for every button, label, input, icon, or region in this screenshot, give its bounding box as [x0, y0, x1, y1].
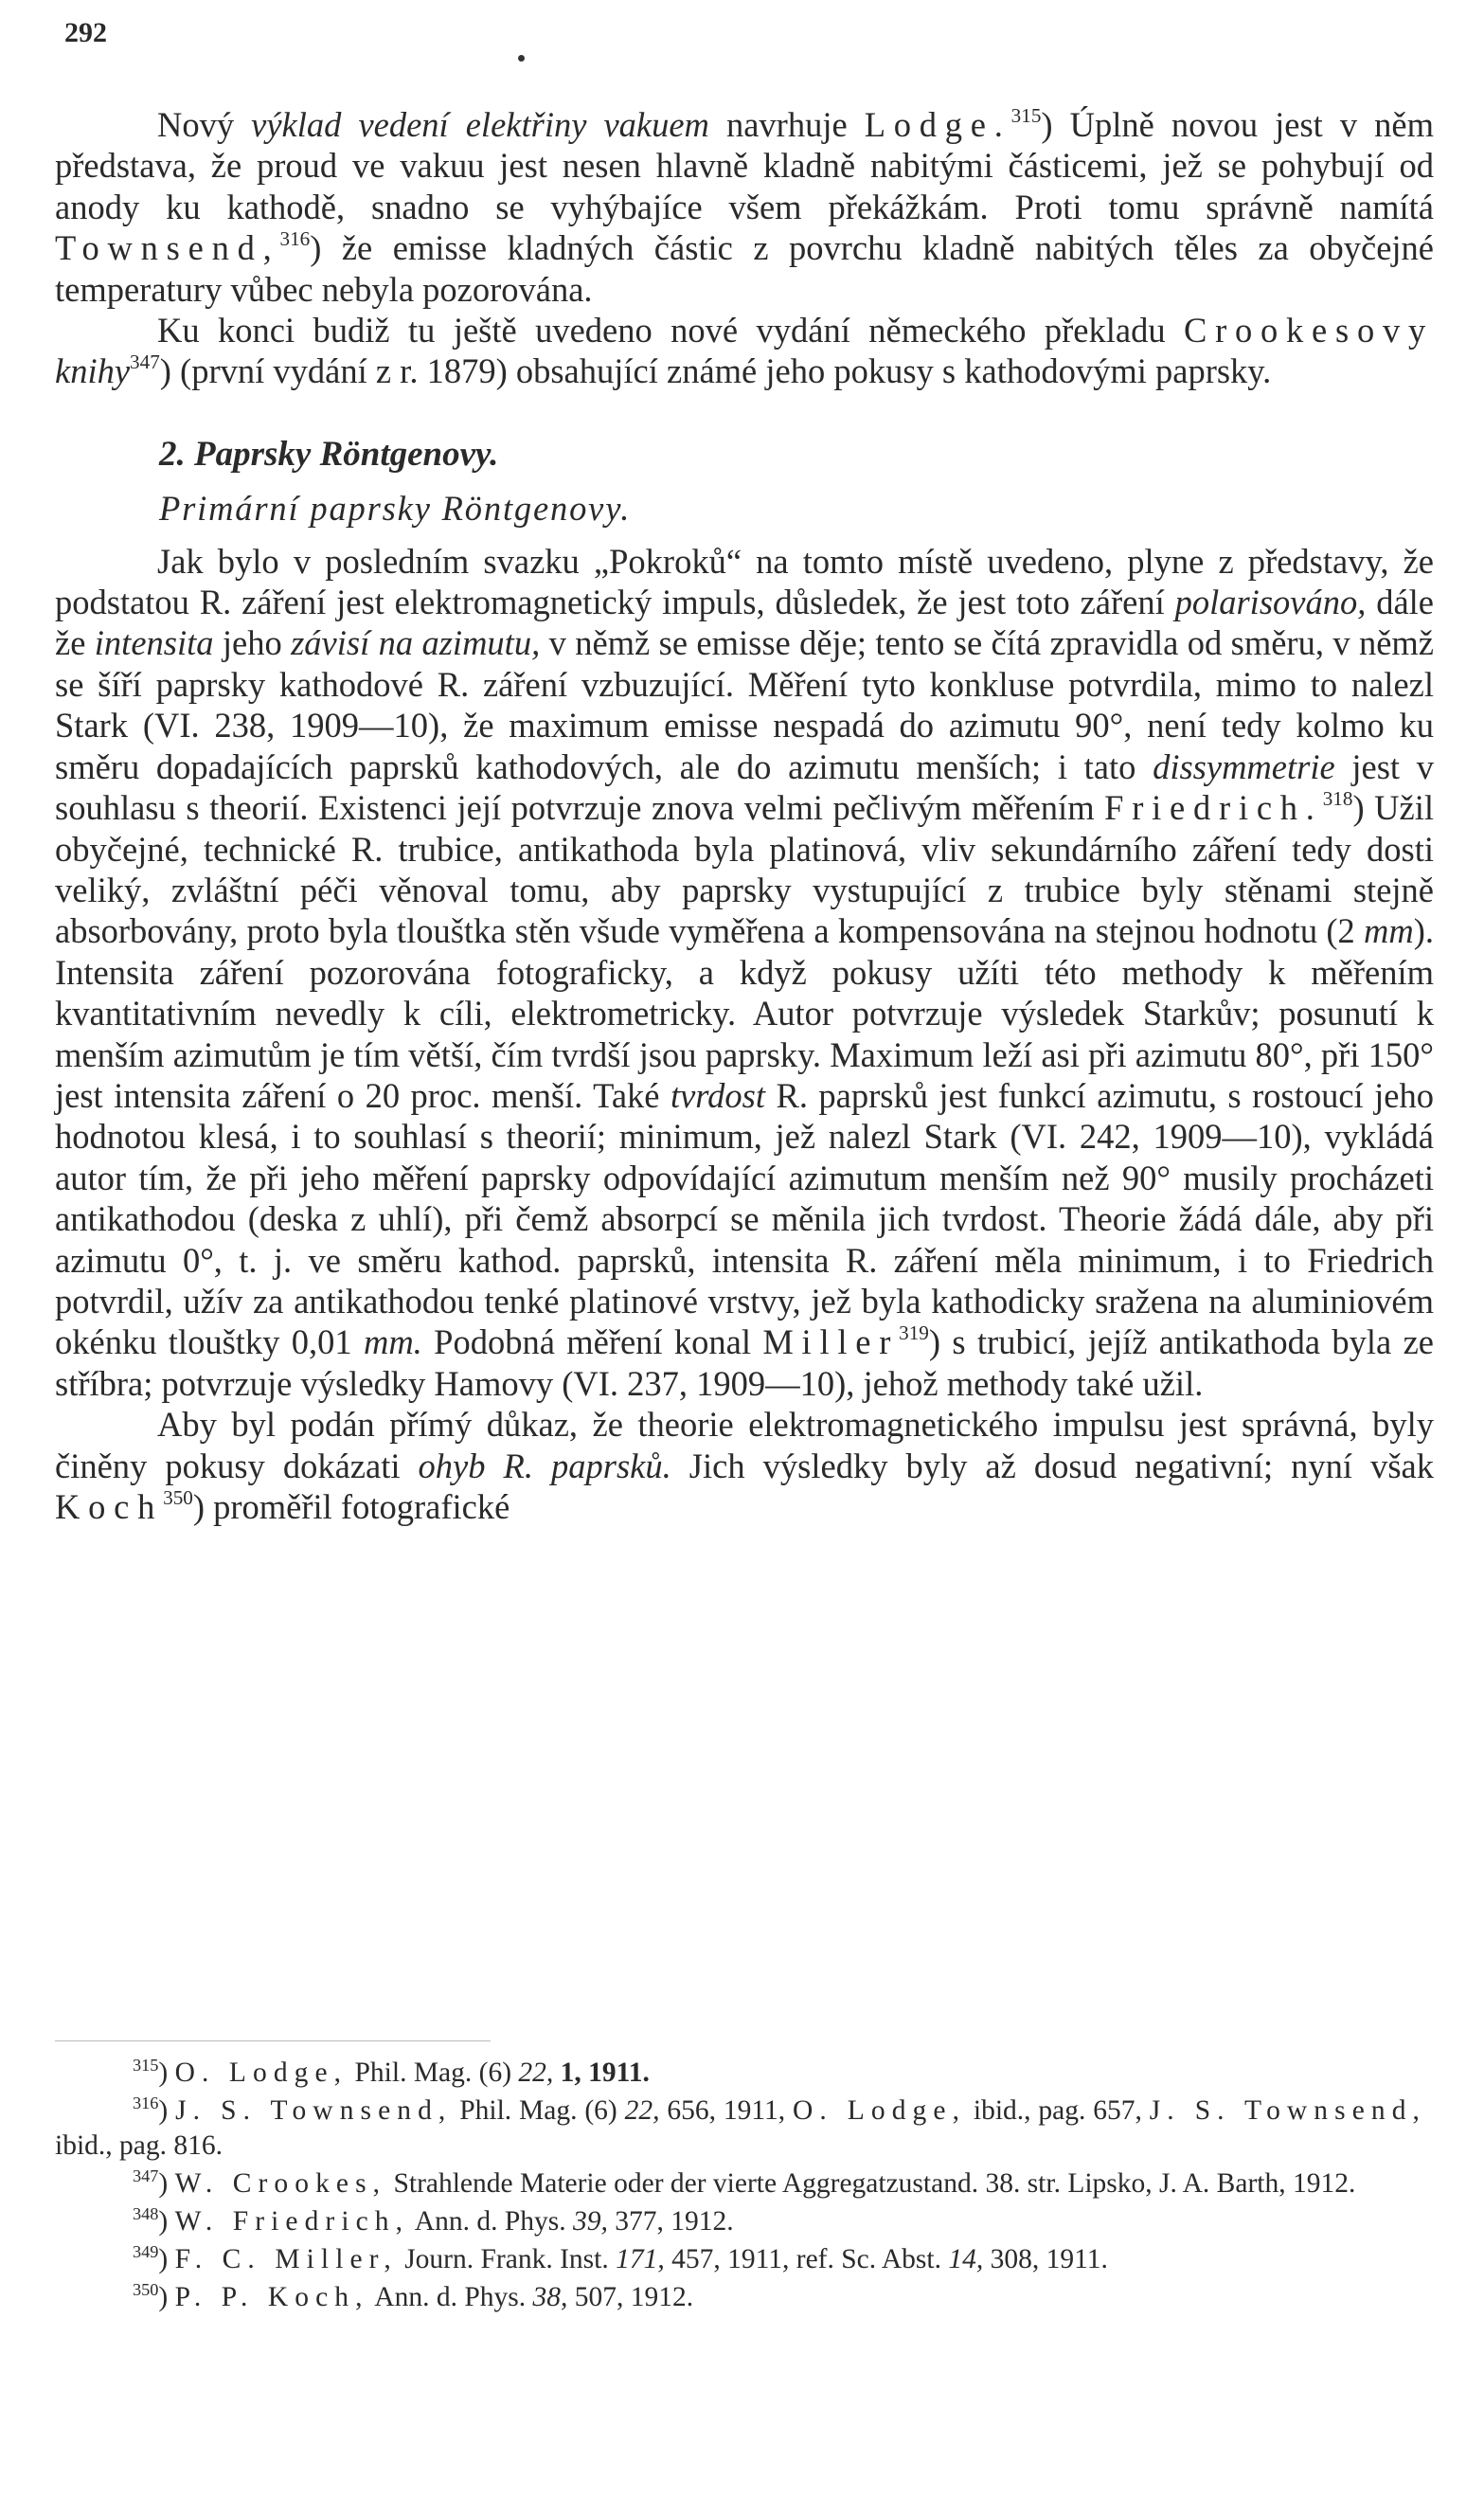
author-name: Lodge.: [864, 105, 1011, 144]
text-run: 1, 1911.: [553, 2058, 650, 2088]
text-run: navrhuje: [708, 105, 865, 144]
footnote-mark: 348: [133, 2204, 159, 2224]
paragraph-lodge: [55, 104, 1434, 310]
text-run: Phil. Mag. (6): [348, 2058, 519, 2088]
text-run: ) Úplně novou jest v něm představa, že proud ve vakuu jest nesen hlavně kladně nabitými částicemi, jež se pohybují od anody ku kathodě, snadno se vyhýbajíce všem překážkám. Proti tomu správně namítá: [55, 105, 1435, 226]
volume: 171,: [616, 2244, 665, 2274]
text-run: ): [158, 2168, 175, 2199]
text-run: Strahlende Materie oder der vierte Aggregatzustand. 38. str. Lipsko, J. A. Barth, 1912.: [386, 2168, 1356, 2199]
footnote-ref[interactable]: 347: [130, 350, 160, 374]
italic-run: polarisováno,: [1174, 583, 1367, 622]
section-number: 2.: [159, 434, 186, 474]
author-name: O. Lodge,: [793, 2095, 967, 2126]
text-run: v němž se emisse děje; tento se čítá zpravidla od směru, v němž se šíří paprsky kathodové R. záření vzbuzující. Měření tyto konkluse potvrdila, mimo to nalezl Stark (VI. 238, 1909—10), že maximum emisse nespadá do azimutu 90°, není tedy kolmo ku směru dopadajících paprsků kathodových, ale do azimutu menších; i tato: [55, 623, 1434, 786]
author-name: J. S. Townsend,: [175, 2095, 453, 2126]
text-run: Podobná měření konal: [421, 1322, 763, 1362]
text-run: 507, 1912.: [567, 2282, 694, 2312]
author-name: Friedrich.: [1104, 788, 1323, 828]
text-run: dále že: [55, 583, 1434, 663]
footnote-315: [55, 2056, 1426, 2091]
text-run: 656, 1911,: [659, 2095, 794, 2126]
text-run: jest v souhlasu s theorií. Existenci její potvrzuje znova velmi pečlivým měřením: [55, 746, 1435, 828]
footnote-349: [55, 2242, 1426, 2277]
text-run: ). Intensita záření pozorována fotograficky, a když pokusy užíti této methody k měřením kvantitativním nevedly k cíli, elektrometricky. Autor potvrzuje výsledek Starkův; posunutí k menším azimutům je tím větší, čím tvrdší jsou paprsky. Maximum leží asi při azimutu 80°, při 150° jest intensita záření o 20 proc. menší. Také: [55, 911, 1434, 1115]
italic-run: mm.: [363, 1322, 422, 1362]
footnote-347: [55, 2166, 1426, 2201]
footnote-ref[interactable]: 319: [899, 1321, 929, 1345]
volume: 38,: [532, 2282, 568, 2312]
author-name: W. Friedrich,: [174, 2206, 410, 2237]
italic-run: ohyb R. paprsků.: [418, 1446, 671, 1485]
volume: 22,: [518, 2058, 554, 2088]
text-run: ibid., pag. 657,: [966, 2095, 1150, 2126]
author-name: P. P. Koch,: [174, 2282, 369, 2312]
paragraph-crookes: [55, 310, 1434, 392]
footnote-mark: 350: [133, 2280, 159, 2300]
author-name: F. C. Miller,: [174, 2244, 398, 2274]
page-number: 292: [64, 17, 107, 48]
text-run: ) že emisse kladných částic z povrchu kladně nabitých těles za obyčejné temperatury vůbec nebyla pozorována.: [55, 228, 1434, 309]
footnote-divider: [55, 2040, 491, 2041]
footnote-mark: 316: [133, 2094, 159, 2113]
ink-dot: [518, 55, 525, 62]
text-run: Jich výsledky byly až dosud negativní; nyní však: [670, 1446, 1434, 1485]
text-run: R. paprsků jest funkcí azimutu, s rostoucí jeho hodnotou klesá, i to souhlasí s theorií; minimum, jež nalezl Stark (VI. 242, 1909—10), vykládá autor tím, že při jeho měření paprsky odpovídající azimutum menším než 90° musily procházeti antikathodou (deska z uhlí), při čemž absorpcí se měnila jich tvrdost. Theorie žádá dále, aby při azimutu 0°, t. j. ve směru kathod. paprsků, intensita R. záření měla minimum, i to Friedrich potvrdil, užív za antikathodou tenké platinové vrstvy, jež byla kathodicky sražena na aluminiovém okénku tlouštky 0,01: [55, 1075, 1434, 1362]
author-name: O. Lodge,: [174, 2058, 349, 2088]
footnote-ref[interactable]: 315: [1010, 103, 1042, 127]
text-run: 377, 1912.: [607, 2206, 734, 2237]
text-run: ) (první vydání z r. 1879) obsahující známé jeho pokusy s kathodovými paprsky.: [159, 351, 1272, 391]
footnote-ref[interactable]: 318: [1322, 786, 1353, 810]
footnote-ref[interactable]: 350: [163, 1485, 193, 1509]
footnotes: [55, 2056, 1426, 2318]
text-run: ) proměřil fotografické: [192, 1487, 510, 1526]
text-run: 308, 1911.: [983, 2244, 1108, 2274]
text-run: jeho: [213, 623, 292, 663]
italic-run: intensita: [94, 623, 214, 663]
author-name: Townsend,: [55, 228, 280, 268]
text-run: Ann. d. Phys.: [368, 2282, 533, 2312]
footnote-316: [55, 2094, 1426, 2164]
paragraph-primary-rays: [55, 541, 1434, 1405]
italic-run: závisí na azimutu,: [291, 623, 541, 663]
italic-run: knihy: [55, 351, 131, 391]
text-run: ): [158, 2244, 175, 2274]
footnote-mark: 347: [133, 2166, 159, 2186]
italic-run: tvrdost: [670, 1075, 766, 1115]
italic-run: dissymmetrie: [1153, 746, 1335, 786]
text-run: Ann. d. Phys.: [409, 2206, 574, 2237]
text-run: 457, 1911, ref. Sc. Abst.: [664, 2244, 949, 2274]
paragraph-diffraction: [55, 1404, 1434, 1527]
text-run: Journ. Frank. Inst.: [397, 2244, 617, 2274]
section-title: Paprsky Röntgenovy.: [194, 434, 499, 474]
text-run: Phil. Mag. (6): [452, 2095, 625, 2126]
volume: 22,: [624, 2095, 660, 2126]
author-name: Koch: [55, 1487, 164, 1526]
text-run: Nový: [157, 105, 252, 144]
author-name: Miller: [762, 1322, 900, 1362]
subheading: Primární paprsky Röntgenovy.: [159, 489, 632, 529]
text-run: ): [158, 2282, 175, 2312]
text-run: Ku konci budiž tu ještě uvedeno nové vydání německého překladu: [157, 311, 1184, 350]
text-run: ) s trubicí, jejíž antikathoda byla ze stříbra; potvrzuje výsledky Hamovy (VI. 237, 1909—10), jehož methody také užil.: [55, 1322, 1434, 1403]
text-run: Jak bylo v posledním svazku „Pokroků“ na tomto místě uvedeno, plyne z představy, že podstatou R. záření jest elektromagnetický impuls, důsledek, že jest toto záření: [55, 541, 1434, 622]
text-run: ): [158, 2058, 175, 2088]
author-name: Crookesovy: [1183, 311, 1434, 350]
footnote-mark: 315: [133, 2056, 159, 2076]
footnote-mark: 349: [133, 2242, 159, 2262]
footnote-350: [55, 2280, 1426, 2315]
text-run: ) Užil obyčejné, technické R. trubice, antikathoda byla platinová, vliv sekundárního záření tedy dosti veliký, zvláštní péči věnoval tomu, aby paprsky vystupující z trubice byly stěnami stejně absorbovány, proto byla tlouštka stěn všude vyměřena a kompensována na stejnou hodnotu (2: [55, 788, 1435, 951]
volume: 39,: [573, 2206, 608, 2237]
footnote-348: [55, 2204, 1426, 2239]
main-text: [55, 104, 1434, 1527]
section-heading: [55, 434, 1434, 475]
italic-run: výklad vedení elektřiny vakuem: [251, 105, 709, 144]
text-run: ibid., pag. 816.: [55, 2130, 223, 2161]
italic-run: mm: [1364, 911, 1414, 951]
volume: 14,: [948, 2244, 984, 2274]
text-run: Aby byl podán přímý důkaz, že theorie elektromagnetického impulsu jest správná, byly činěny pokusy dokázati: [55, 1405, 1434, 1485]
author-name: W. Crookes,: [174, 2168, 387, 2199]
text-run: ): [158, 2206, 175, 2237]
text-run: ): [158, 2095, 176, 2126]
footnote-ref[interactable]: 316: [279, 226, 311, 250]
author-name: J. S. Townsend,: [1149, 2095, 1426, 2126]
